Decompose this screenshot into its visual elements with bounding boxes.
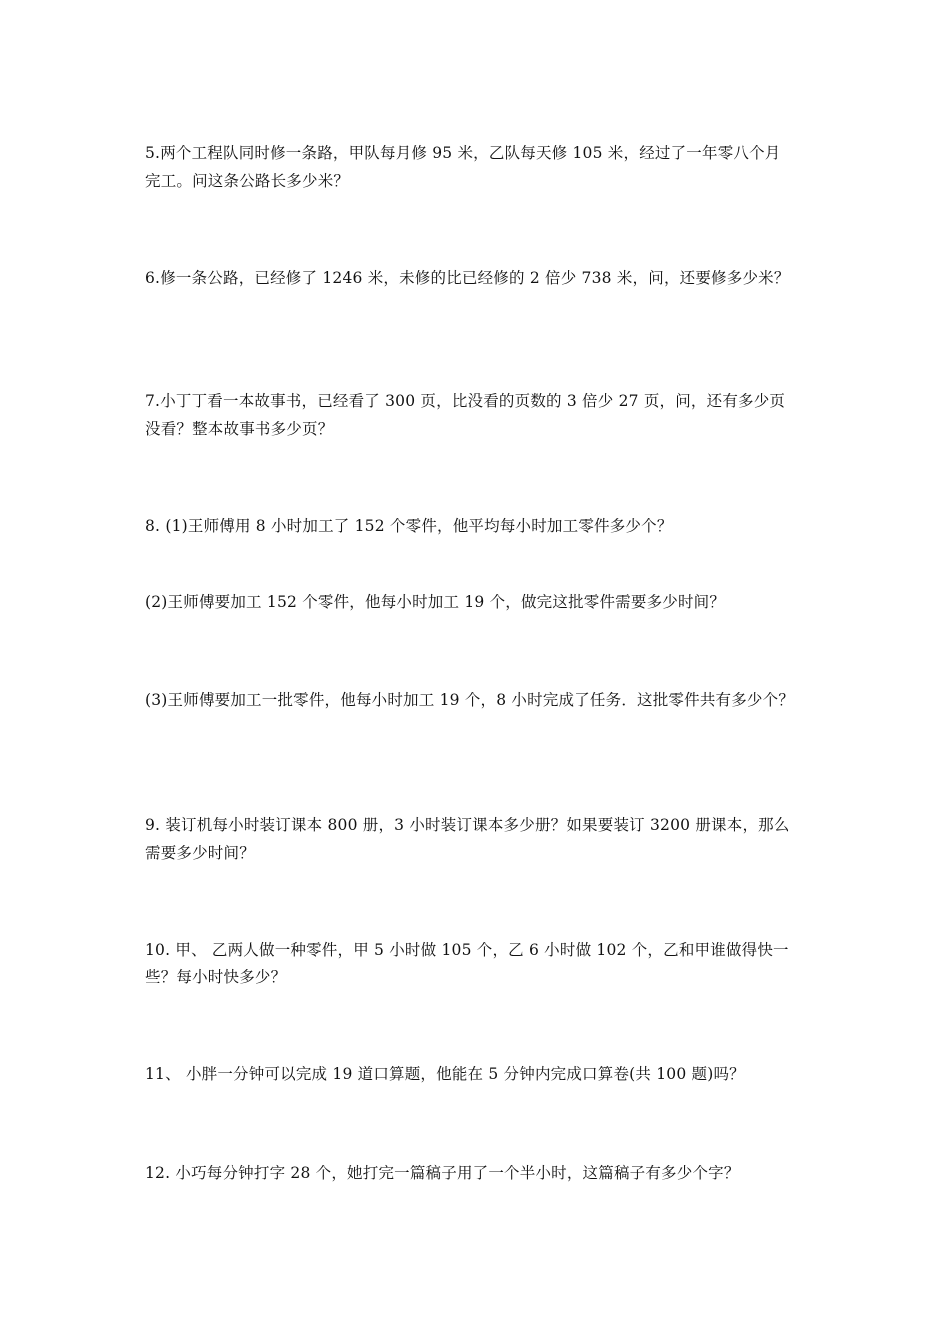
problem-5-line-2: 完工。问这条公路长多少米？ <box>145 172 350 190</box>
problem-5-line-1: 5.两个工程队同时修一条路，甲队每月修 95 米，乙队每天修 105 米，经过了一年零八个月 <box>145 144 781 162</box>
problem-7-line-2: 没看？整本故事书多少页？ <box>145 420 334 438</box>
problem-8-part-3: (3)王师傅要加工一批零件，他每小时加工 19 个，8 小时完成了任务．这批零件共有多少个？ <box>145 691 795 709</box>
problem-12-line-1: 12. 小巧每分钟打字 28 个，她打完一篇稿子用了一个半小时，这篇稿子有多少个字？ <box>145 1164 740 1182</box>
problem-6-line-1: 6.修一条公路，已经修了 1246 米，未修的比已经修的 2 倍少 738 米，问，还要修多少米？ <box>145 269 790 287</box>
problem-8-part-2: (2)王师傅要加工 152 个零件，他每小时加工 19 个，做完这批零件需要多少时间？ <box>145 593 726 611</box>
problem-10-line-2: 些？每小时快多少？ <box>145 968 287 986</box>
problem-9-line-1: 9. 装订机每小时装订课本 800 册，3 小时装订课本多少册？如果要装订 3200 册课本，那么 <box>145 816 790 834</box>
problem-7-line-1: 7.小丁丁看一本故事书，已经看了 300 页，比没看的页数的 3 倍少 27 页，问，还有多少页 <box>145 392 786 410</box>
problem-9-line-2: 需要多少时间？ <box>145 844 255 862</box>
problem-8-part-1: 8. (1)王师傅用 8 小时加工了 152 个零件，他平均每小时加工零件多少个？ <box>145 517 673 535</box>
problem-10-line-1: 10. 甲、 乙两人做一种零件，甲 5 小时做 105 个，乙 6 小时做 102 个，乙和甲谁做得快一 <box>145 941 789 959</box>
problem-11-line-1: 11、 小胖一分钟可以完成 19 道口算题，他能在 5 分钟内完成口算卷(共 100 题)吗？ <box>145 1065 745 1083</box>
